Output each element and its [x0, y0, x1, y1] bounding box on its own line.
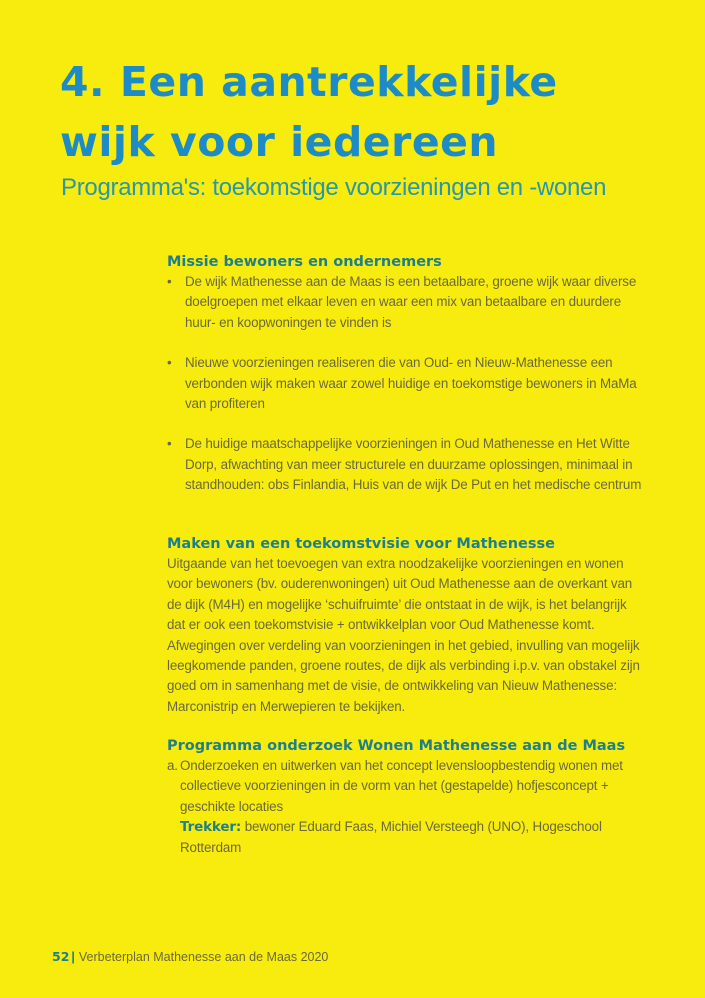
section-heading: Missie bewoners en ondernemers	[167, 254, 442, 270]
trekker-text: bewoner Eduard Faas, Michiel Versteegh (UNO), Hogeschool Rotterdam	[180, 819, 602, 855]
title-line-1: 4. Een aantrekkelijke	[60, 58, 558, 106]
document-title: Verbeterplan Mathenesse aan de Maas 2020	[78, 950, 329, 964]
page-subtitle: Programma's: toekomstige voorzieningen en -wonen	[61, 174, 607, 201]
section-heading: Programma onderzoek Wonen Mathenesse aan de Maas	[167, 738, 626, 754]
list-item: • De wijk Mathenesse aan de Maas is een betaalbare, groene wijk waar diverse doelgroepen met elkaar leven en waar een mix van betaalbare en duurdere huur- en koopwoningen te vinden is	[167, 272, 647, 333]
list-item: • De huidige maatschappelijke voorzieningen in Oud Mathenesse en Het Witte Dorp, afwachting van meer structurele en duurzame oplossingen, minimaal in standhouden: obs Finlandia, Huis van de wijk De Put en het medische centrum	[167, 434, 647, 495]
page-title	[60, 52, 558, 172]
section-toekomstvisie	[167, 534, 647, 717]
item-text: Onderzoeken en uitwerken van het concept levensloopbestendig wonen met collectieve voorzieningen in de vorm van het (gestapelde) hofjesconcept + geschikte locaties	[180, 758, 623, 814]
bullet-list	[167, 272, 647, 496]
title-line-2: wijk voor iedereen	[60, 118, 499, 166]
trekker-label: Trekker:	[180, 819, 242, 836]
list-item	[167, 756, 647, 858]
section-heading: Maken van een toekomstvisie voor Mathenesse	[167, 536, 555, 552]
page-number: 52	[52, 949, 70, 964]
footer-separator: |	[71, 950, 75, 964]
list-marker: a.	[167, 758, 178, 773]
section-programma	[167, 736, 647, 858]
content-body	[167, 252, 647, 855]
list-item: • Nieuwe voorzieningen realiseren die van Oud- en Nieuw-Mathenesse een verbonden wijk maken waar zowel huidige en toekomstige bewoners in MaMa van profiteren	[167, 353, 647, 414]
paragraph: Uitgaande van het toevoegen van extra noodzakelijke voorzieningen en wonen voor bewoners (bv. ouderenwoningen) uit Oud Mathenesse aan de overkant van de dijk (M4H) en mogelijke ‘schuifruimte’ die ontstaat in de wijk, is het belangrijk dat er ook een toekomstvisie + ontwikkelplan voor Oud Mathenesse komt. Afwegingen over verdeling van voorzieningen in het gebied, invulling van mogelijk leegkomende panden, groene routes, de dijk als verbinding i.p.v. van obstakel zijn goed om in samenhang met de visie, de ontwikkeling van Nieuw Mathenesse: Marconistrip en Merwepieren te bekijken.	[167, 556, 640, 714]
page-footer	[52, 949, 328, 965]
section-missie	[167, 252, 647, 496]
